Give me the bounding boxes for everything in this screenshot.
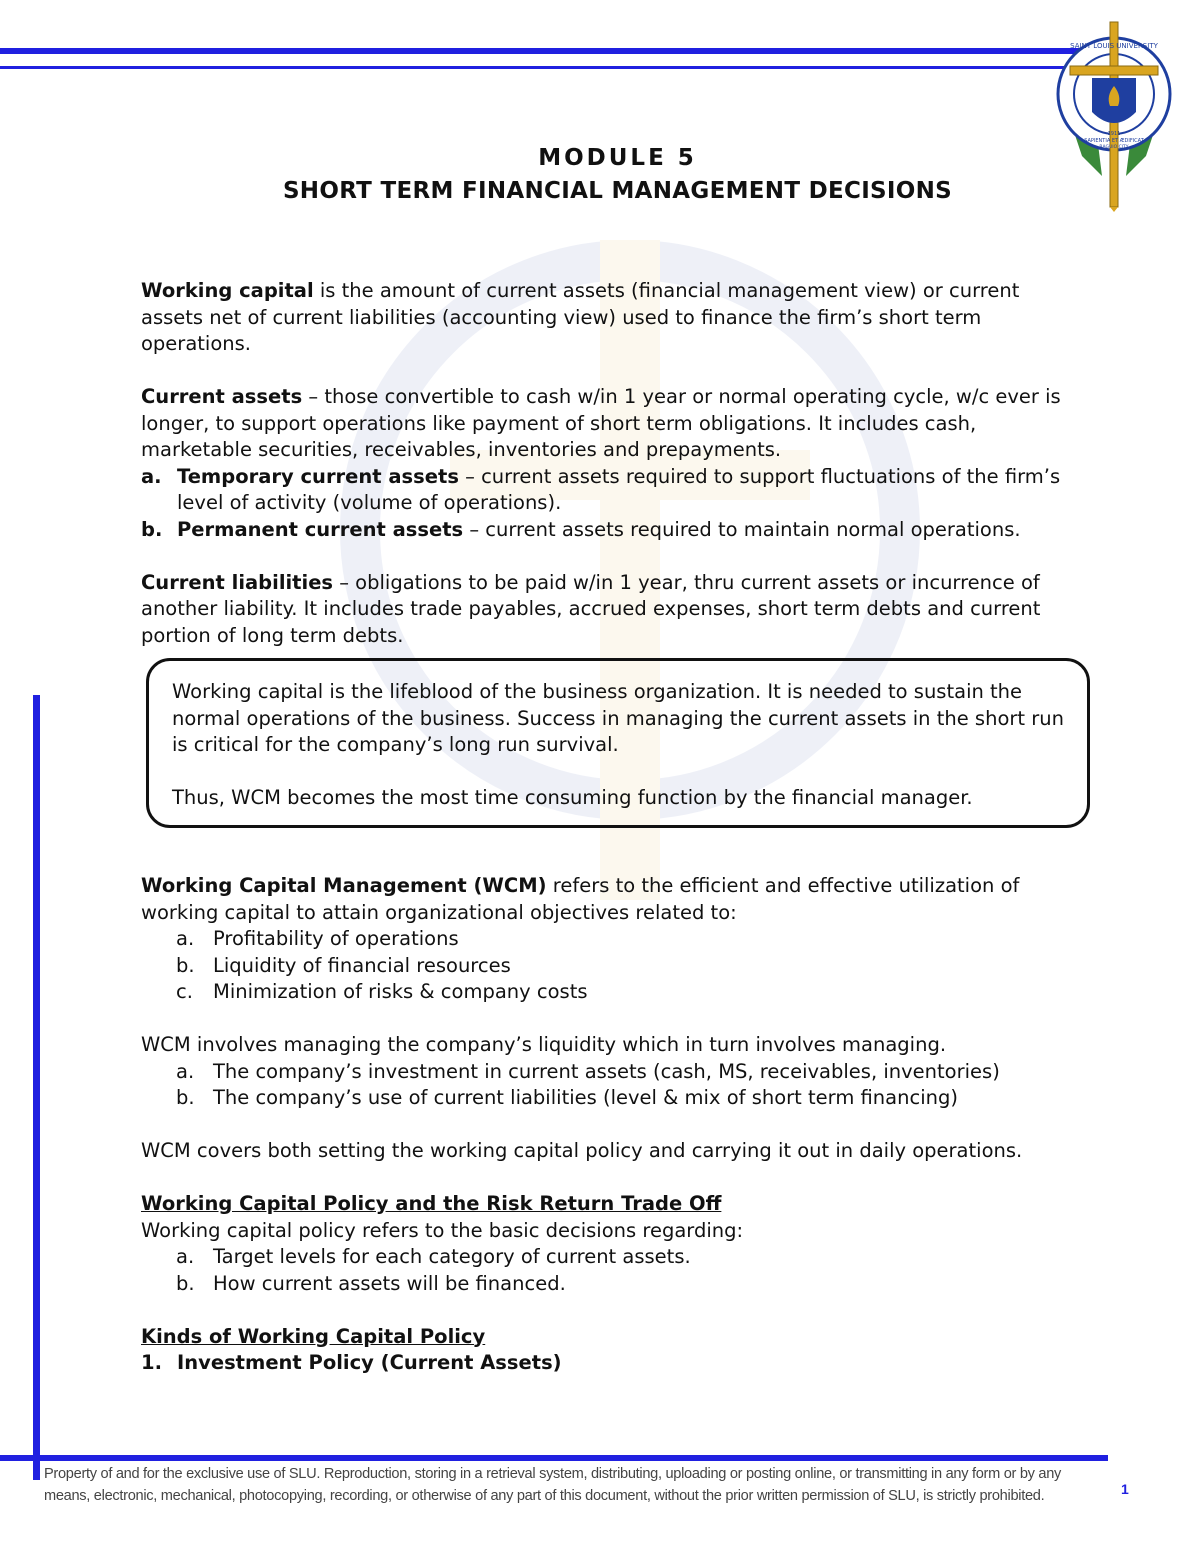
list-item: 1. Investment Policy (Current Assets) <box>141 1351 562 1374</box>
wcm-definition: Working Capital Management (WCM) refers to the efficient and effective utilization of working capital to attain organizational objectives related to: <box>141 874 1020 924</box>
footer-line: means, electronic, mechanical, photocopying, recording, or otherwise of any part of this document, without the prior written permission of SLU, is strictly prohibited. <box>44 1488 1045 1504</box>
list-item: c. Minimization of risks & company costs <box>176 980 588 1003</box>
wcm-liquidity-intro: WCM involves managing the company’s liquidity which in turn involves managing. <box>141 1033 947 1056</box>
list-item: a. Profitability of operations <box>176 927 459 950</box>
callout-paragraph: Working capital is the lifeblood of the business organization. It is needed to sustain the normal operations of the business. Success in managing the current assets in the short run is critical for the company’s long run survival. <box>172 680 1064 756</box>
list-item: b. Permanent current assets – current assets required to maintain normal operations. <box>141 517 1021 541</box>
working-capital-definition: Working capital is the amount of current assets (financial management view) or current assets net of current liabilities (accounting view) used to finance the firm’s short term operations. <box>141 279 1020 355</box>
current-liabilities-definition: Current liabilities – obligations to be paid w/in 1 year, thru current assets or incurrence of another liability. It includes trade payables, accrued expenses, short term debts and current portion of long term debts. <box>141 570 1041 647</box>
list-item: b. The company’s use of current liabilities (level & mix of short term financing) <box>176 1086 958 1109</box>
callout-box <box>146 658 1090 828</box>
copyright-footer <box>44 1463 1110 1507</box>
policy-list <box>141 1244 1081 1297</box>
list-item: a. Temporary current assets – current assets required to support fluctuations of the firm’s level of activity (volume of operations). <box>141 464 1061 514</box>
page-number: 1 <box>1121 1481 1129 1497</box>
current-assets-definition: Current assets – those convertible to cash w/in 1 year or normal operating cycle, w/c ever is longer, to support operations like payment of short term obligations. It includes cash, marketable securities, receivables, inventories and prepayments. <box>141 385 1061 461</box>
list-item: a. The company’s investment in current assets (cash, MS, receivables, inventories) <box>176 1059 1000 1083</box>
header-rule-thin <box>0 66 1080 69</box>
page-title: MODULE 5 <box>538 145 697 171</box>
intro-section <box>141 278 1081 649</box>
policy-intro: Working capital policy refers to the basic decisions regarding: <box>141 1218 744 1242</box>
policy-heading: Working Capital Policy and the Risk Return Trade Off <box>141 1192 722 1215</box>
list-item: a. Target levels for each category of current assets. <box>176 1245 691 1268</box>
list-item: b. How current assets will be financed. <box>176 1271 566 1295</box>
margin-rule <box>33 695 40 1480</box>
svg-text:SAPIENTIA ET ÆDIFICAT: SAPIENTIA ET ÆDIFICAT <box>1084 138 1144 144</box>
header-rule-thick <box>0 48 1080 54</box>
svg-text:SAINT LOUIS UNIVERSITY: SAINT LOUIS UNIVERSITY <box>1070 42 1158 50</box>
footer-line: Property of and for the exclusive use of SLU. Reproduction, storing in a retrieval system, distributing, uploading or posting online, or transmitting in any form or by any <box>44 1466 1062 1482</box>
kinds-list <box>141 1350 1081 1377</box>
wcm-liquidity-list <box>141 1059 1081 1112</box>
current-assets-list <box>141 464 1081 544</box>
wcm-section <box>141 873 1081 1377</box>
list-item: b. Liquidity of financial resources <box>176 953 511 977</box>
wcm-covers: WCM covers both setting the working capital policy and carrying it out in daily operations. <box>141 1139 1023 1162</box>
svg-text:BAGUIO CITY: BAGUIO CITY <box>1099 145 1129 150</box>
footer-rule <box>0 1455 1108 1461</box>
kinds-heading: Kinds of Working Capital Policy <box>141 1324 486 1348</box>
wcm-objectives-list <box>141 926 1081 1006</box>
callout-paragraph: Thus, WCM becomes the most time consuming function by the financial manager. <box>172 786 973 809</box>
page-subtitle: SHORT TERM FINANCIAL MANAGEMENT DECISIONS <box>282 178 953 204</box>
svg-text:1911: 1911 <box>1107 131 1121 137</box>
